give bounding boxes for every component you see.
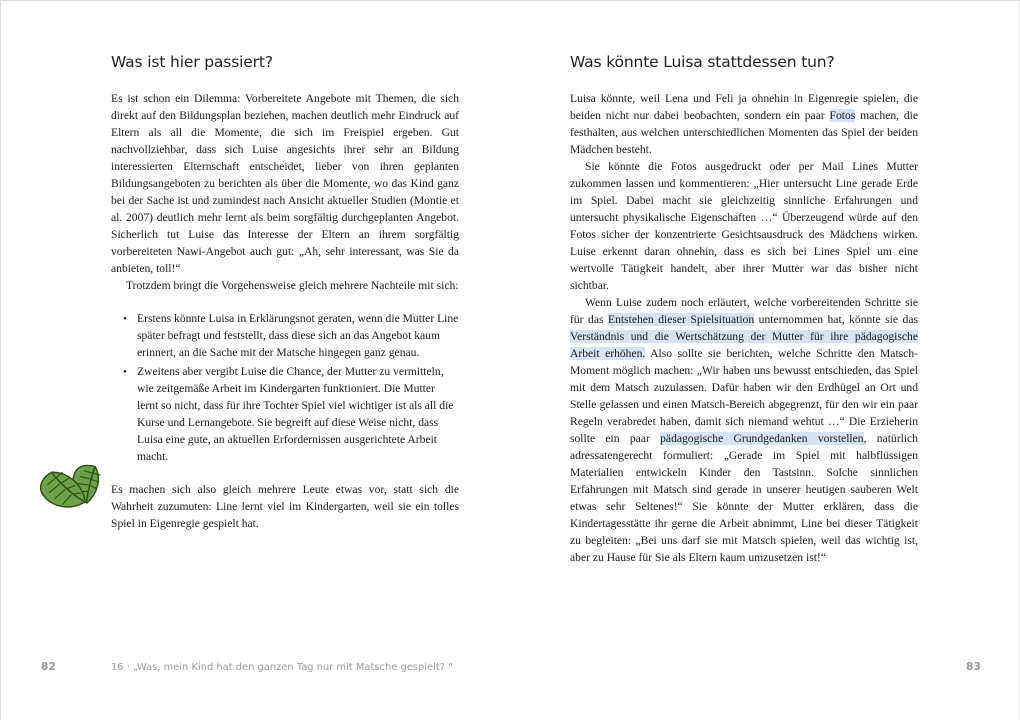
paragraph-left-2: Trotzdem bringt die Vorgehensweise gleich mehrere Nachteile mit sich: — [126, 279, 459, 293]
nachteile-list — [111, 311, 459, 466]
right-column-content — [570, 53, 918, 567]
highlighted-text: pädagogische Grundgedanken vorstellen — [660, 432, 864, 446]
left-column-content — [111, 53, 459, 533]
highlighted-text: Fotos — [829, 109, 856, 123]
list-item: • Erstens könnte Luisa in Erklärungsnot geraten, wenn die Mutter Line später befragt und feststellt, dass diese sich an das Angebot kaum erinnert, an die Sache mit der Matsche hingegen ganz genau. — [137, 311, 459, 362]
paragraph-right-1: Luisa könnte, weil Lena und Feli ja ohnehin in Eigenregie spielen, die beiden nicht nur dabei beobachten, sondern ein paar Fotos machen, die festhalten, aus welchen unterschiedlichen Momenten das Spiel der beiden Mädchen besteht. — [570, 92, 918, 157]
running-footer-left: 16 · „Was, mein Kind hat den ganzen Tag nur mit Matsche gespielt? “ — [111, 662, 454, 673]
page-number-left: 82 — [41, 661, 57, 673]
page-title-right: Was könnte Luisa stattdessen tun? — [570, 53, 835, 71]
page-number-right: 83 — [965, 661, 981, 673]
highlighted-text: Verständnis und die Wertschätzung der Mutter für ihre pädagogische Arbeit erhöhen. — [570, 330, 918, 361]
page-title-left: Was ist hier passiert? — [111, 53, 273, 71]
list-item: • Zweitens aber vergibt Luise die Chance, der Mutter zu vermitteln, wie zeitgemäße Arbeit im Kindergarten funktioniert. Die Mutter lernt so nicht, dass für ihre Tochter Spiel viel wichtiger ist als all die Kurse und Lernangebote. Sie begreift auf diese Weise nicht, dass Luisa eine gute, an aktuellen Erfordernissen ausgerichtete Arbeit macht. — [137, 364, 459, 466]
footer-right — [511, 651, 1020, 721]
footer-left — [1, 651, 511, 721]
page-right — [511, 1, 1020, 721]
highlighted-text: Entstehen dieser Spielsituation — [607, 313, 755, 327]
page-left — [1, 1, 511, 721]
paragraph-right-3: Wenn Luise zudem noch erläutert, welche vorbereitenden Schritte sie für das Entstehen dieser Spielsituation unternommen hat, könnte sie das Verständnis und die Wertschätzung der Mutter für ihre pädagogische Arbeit erhöhen. Also sollte sie berichten, welche Schritte den Matsch-Moment möglich machen: „Wir haben uns bewusst entschieden, das Spiel mit dem Matsch zuzulassen. Dafür haben wir den Erdhügel an Ort und Stelle gelassen und einen Matsch-Bereich abgegrenzt, für den wir ein paar Regeln verabredet haben, damit sich niemand wehtut …“ Die Erzieherin sollte ein paar pädagogische Grundgedanken vorstellen, natürlich adressatengerecht formuliert: „Gerade im Spiel mit halbflüssigen Materialien entwickeln Kinder den Tastsinn. Solche sinnlichen Erfahrungen mit Matsch sind gerade in unserer heutigen sauberen Welt etwas sehr Seltenes!“ Sie könnte der Mutter erklären, dass die Kindertagesstätte ihr gerne die Arbeit abnimmt, Line bei dieser Tätigkeit zu begleiten: „Bei uns darf sie mit Matsch spielen, weil das wichtig ist, aber zu Hause für Sie als Eltern kaum umzusetzen ist!“ — [570, 296, 918, 564]
paragraph-right-2: Sie könnte die Fotos ausgedruckt oder per Mail Lines Mutter zukommen lassen und kommentieren: „Hier untersucht Line gerade Erde im Spiel. Dabei macht sie gleichzeitig sinnliche Erfahrungen und untersucht physikalische Eigenschaften …“ Überzeugend würde auf den Fotos sicher der konzentrierte Gesichtsausdruck des Mädchens wirken. Luise erkennt daran ohnehin, dass es sich bei Lines Spiel um eine wertvolle Tätigkeit handelt, aber ihrer Mutter war das bisher nicht sichtbar. — [570, 160, 918, 293]
paragraph-left-closing: Es machen sich also gleich mehrere Leute etwas vor, statt sich die Wahrheit zuzumuten: Line lernt viel im Kindergarten, weil sie ein tolles Spiel in Eigenregie gespielt hat. — [111, 483, 459, 531]
paragraph-left-1: Es ist schon ein Dilemma: Vorbereitete Angebote mit Themen, die sich direkt auf den Bildungsplan beziehen, machen deutlich mehr Eindruck auf Eltern als all die Momente, die sich im Freispiel ergeben. Gut nachvollziehbar, dass sich Luise angesichts ihrer sehr an Bildung interessierten Elternschaft entscheidet, lieber von ihren geplanten Bildungsangeboten zu berichten als über die Momente, wo das Kind ganz bei der Sache ist und zumindest nach Ansicht aktueller Studien (Montie et al. 2007) deutlich mehr lernt als beim sorgfältig durchgeplanten Angebot. Sicherlich tut Luise das Interesse der Eltern an ihrem sorgfältig vorbereiteten Nawi-Angebot auch gut: „Ah, sehr interessant, was Sie da anbieten, toll!“ — [111, 92, 459, 276]
